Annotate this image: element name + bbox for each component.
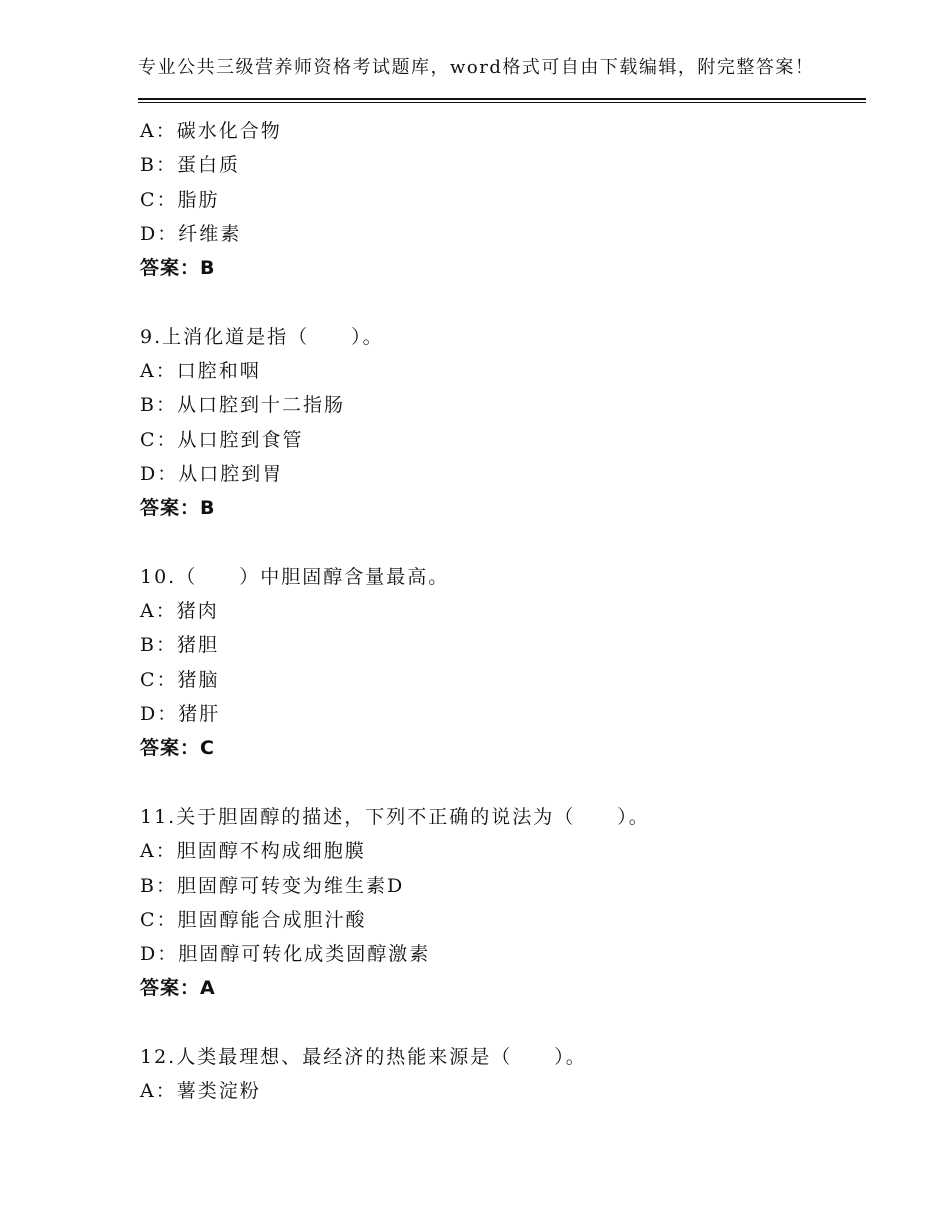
block-gap [140,1006,860,1040]
question-stem: 11.关于胆固醇的描述，下列不正确的说法为（ ）。 [140,805,650,828]
option-a: A：薯类淀粉 [140,1080,261,1103]
question-stem: 10.（ ）中胆固醇含量最高。 [140,565,450,588]
answer: 答案：B [140,257,216,280]
option-c: C：从口腔到食管 [140,428,304,451]
question-stem: 12.人类最理想、最经济的热能来源是（ ）。 [140,1046,587,1069]
option-c: C：猪脑 [140,668,220,691]
answer: 答案：C [140,737,215,760]
option-d: D：纤维素 [140,222,242,245]
option-b: B：蛋白质 [140,154,240,177]
option-a: A：口腔和咽 [140,360,261,383]
block-gap [140,766,860,800]
question-block-10 [140,560,860,766]
block-gap [140,285,860,319]
option-d: D：猪肝 [140,703,221,726]
question-list [140,114,860,1109]
question-block-8 [140,114,860,285]
block-gap [140,526,860,560]
option-a: A：猪肉 [140,600,219,623]
option-a: A：胆固醇不构成细胞膜 [140,840,366,863]
page-header: 专业公共三级营养师资格考试题库，word格式可自由下载编辑，附完整答案！ [138,57,815,78]
answer: 答案：A [140,977,216,1000]
option-b: B：从口腔到十二指肠 [140,394,345,417]
option-c: C：胆固醇能合成胆汁酸 [140,908,367,931]
header-rule-thin [138,102,866,103]
question-block-12 [140,1040,860,1109]
question-block-9 [140,320,860,526]
option-a: A：碳水化合物 [140,120,282,142]
option-b: B：猪胆 [140,634,219,657]
answer: 答案：B [140,497,216,520]
option-b: B：胆固醇可转变为维生素D [140,874,405,897]
option-d: D：从口腔到胃 [140,462,284,485]
question-block-11 [140,800,860,1006]
header-rule-thick [138,98,866,100]
question-stem: 9.上消化道是指（ ）。 [140,325,384,348]
option-d: D：胆固醇可转化成类固醇激素 [140,943,431,966]
option-c: C：脂肪 [140,188,220,211]
